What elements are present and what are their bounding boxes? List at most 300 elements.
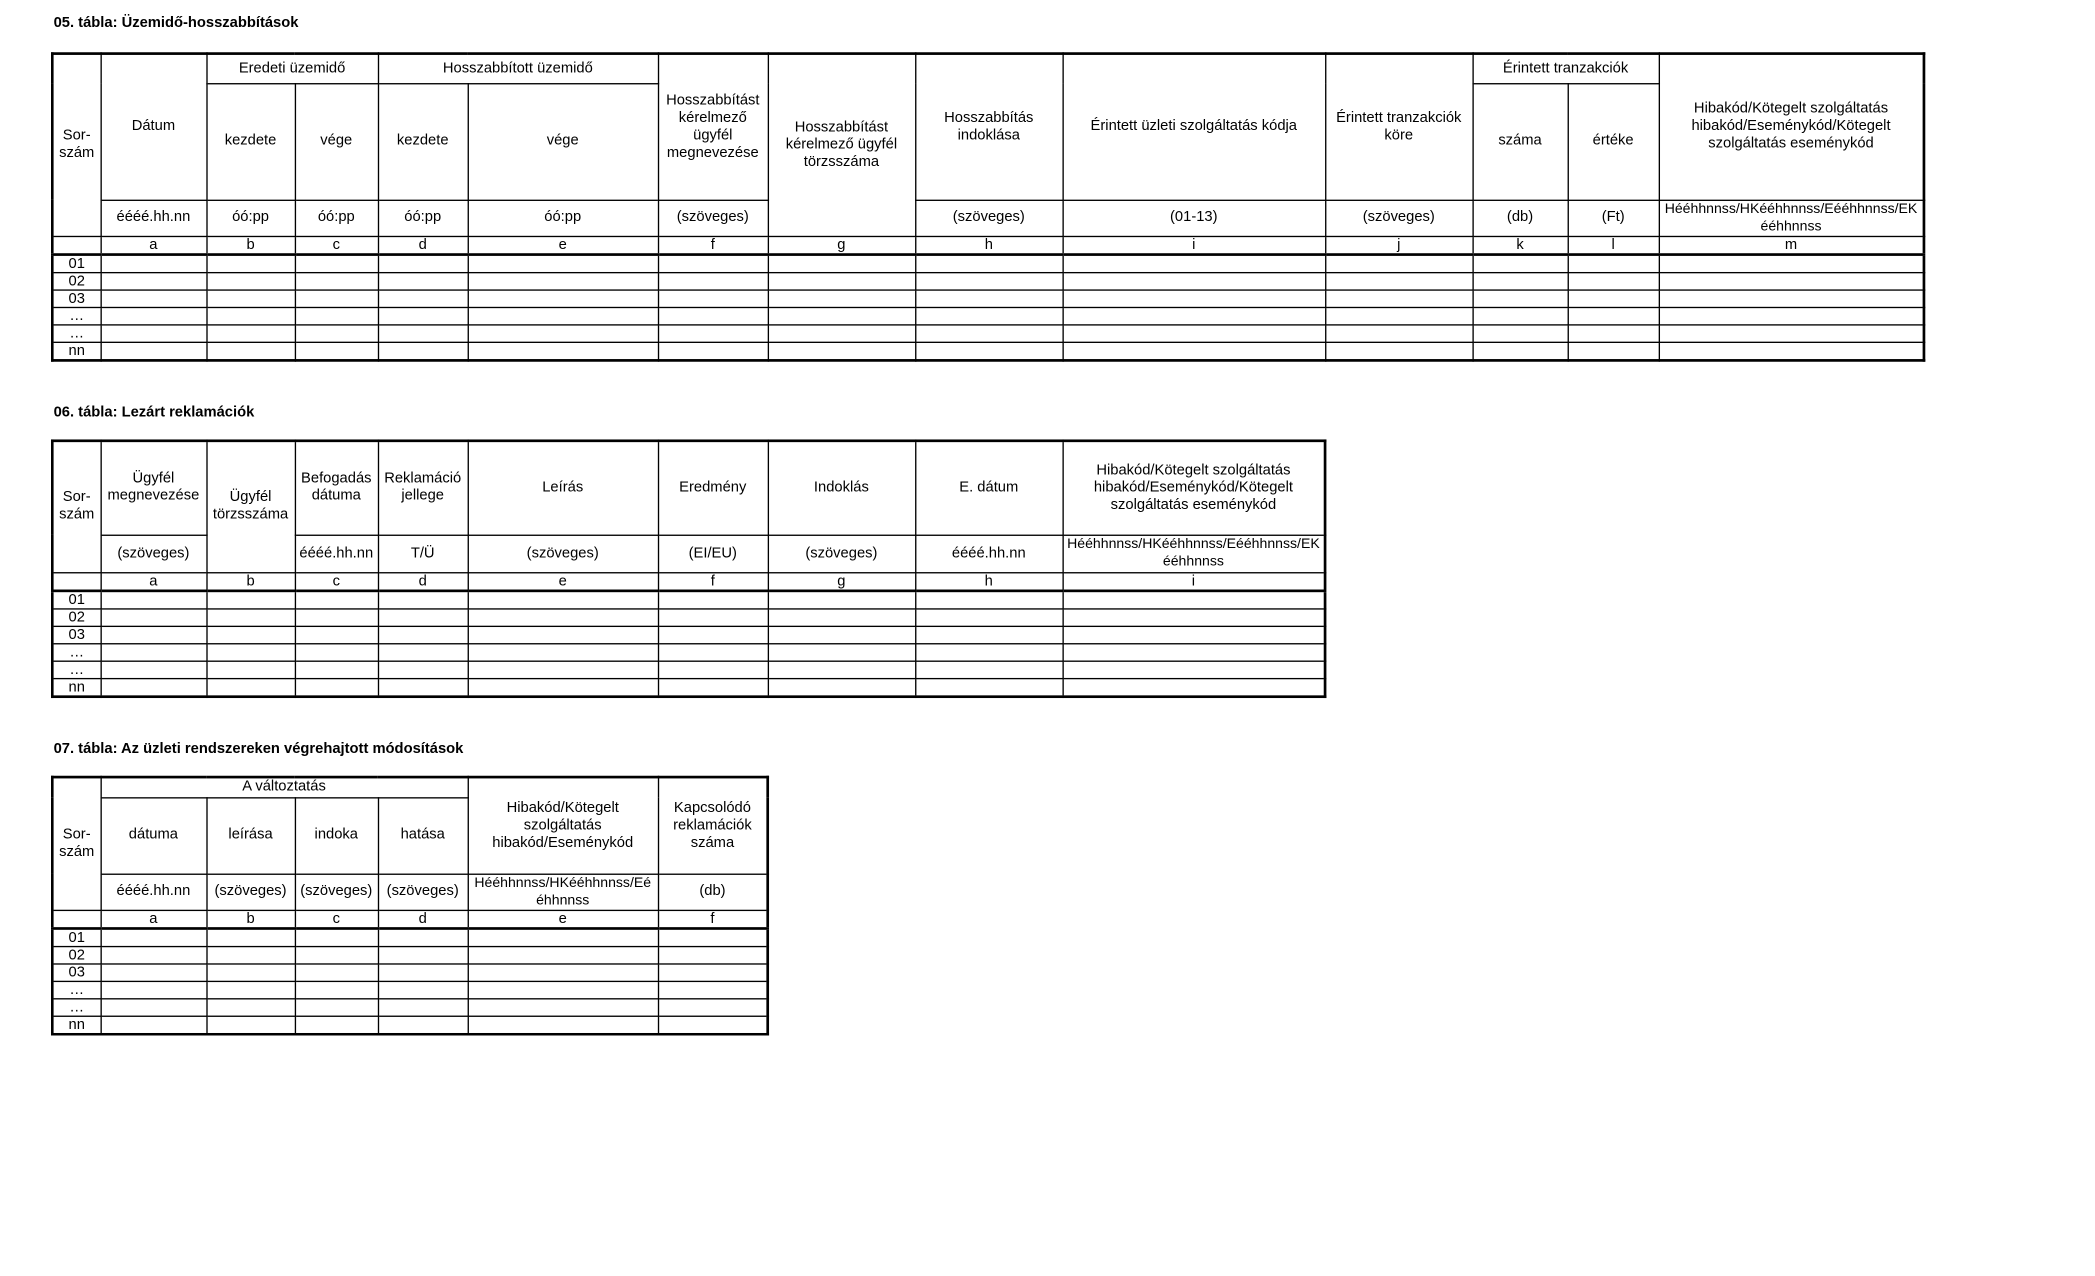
indoka-header: indoka (295, 797, 378, 873)
empty-cell[interactable] (378, 1016, 468, 1034)
empty-cell[interactable] (1659, 307, 1924, 324)
empty-cell[interactable] (295, 981, 378, 998)
letter-cell: e (468, 236, 658, 254)
table-row (52, 590, 1325, 608)
empty-cell[interactable] (1659, 254, 1924, 272)
empty-cell[interactable] (1062, 626, 1325, 643)
empty-cell[interactable] (378, 254, 468, 272)
empty-cell[interactable] (1472, 272, 1567, 289)
empty-cell[interactable] (1062, 590, 1325, 608)
empty-cell[interactable] (768, 626, 915, 643)
empty-cell[interactable] (295, 307, 378, 324)
table-row (52, 998, 767, 1015)
letter-cell: i (1062, 572, 1325, 590)
empty-cell[interactable] (1472, 307, 1567, 324)
unit-cell: Hééhhnnss/HKééhhnnss/Eééhhnnss/EKééhhnnss (1659, 200, 1924, 236)
empty-cell[interactable] (768, 590, 915, 608)
empty-cell[interactable] (1325, 272, 1472, 289)
hibakod-header: Hibakód/Kötegelt szolgáltatás hibakód/Eseménykód/Kötegelt szolgáltatás eseménykód (1659, 54, 1924, 200)
unit-cell: (szöveges) (468, 535, 658, 573)
table-row (52, 981, 767, 998)
ugyfel-megnevezese-header: Ügyfél megnevezése (100, 441, 206, 535)
empty-cell[interactable] (378, 963, 468, 980)
empty-cell[interactable] (295, 289, 378, 306)
row-number: … (52, 981, 100, 998)
empty-cell[interactable] (468, 998, 658, 1015)
letter-cell: b (206, 236, 294, 254)
sorszam-header: Sor- szám (52, 777, 100, 910)
unit-cell: (szöveges) (1325, 200, 1472, 236)
empty-cell[interactable] (915, 272, 1062, 289)
empty-cell[interactable] (295, 608, 378, 625)
unit-cell: éééé.hh.nn (100, 200, 206, 236)
column-letters-row (52, 572, 1325, 590)
empty-cell[interactable] (658, 963, 768, 980)
empty-cell[interactable] (378, 324, 468, 341)
tranzakciok-kore-header: Érintett tranzakciók köre (1325, 54, 1472, 200)
unit-cell: Hééhhnnss/HKééhhnnss/Eééhhnnss/EKééhhnnss (1062, 535, 1325, 573)
empty-cell[interactable] (295, 1016, 378, 1034)
table-row (52, 342, 1924, 360)
empty-cell[interactable] (206, 342, 294, 360)
empty-cell[interactable] (1659, 272, 1924, 289)
empty-cell[interactable] (1568, 289, 1659, 306)
eredeti-uzemido-header: Eredeti üzemidő (206, 54, 377, 83)
letter-cell (52, 236, 100, 254)
letter-cell: l (1568, 236, 1659, 254)
empty-cell[interactable] (100, 963, 206, 980)
empty-cell[interactable] (1325, 342, 1472, 360)
unit-cell: óó:pp (295, 200, 378, 236)
unit-cell: (01-13) (1062, 200, 1325, 236)
tranzakciok-erteke-header: értéke (1568, 83, 1659, 200)
indoklas-header: Indoklás (768, 441, 915, 535)
row-number: 01 (52, 254, 100, 272)
empty-cell[interactable] (295, 324, 378, 341)
row-number: 01 (52, 590, 100, 608)
empty-cell[interactable] (206, 626, 294, 643)
column-letters-row (52, 236, 1924, 254)
unit-cell: (szöveges) (378, 874, 468, 910)
letter-cell (52, 572, 100, 590)
empty-cell[interactable] (768, 307, 915, 324)
table-06-title: 06. tábla: Lezárt reklamációk (53, 404, 255, 421)
empty-cell[interactable] (768, 272, 915, 289)
empty-cell[interactable] (658, 981, 768, 998)
empty-cell[interactable] (295, 590, 378, 608)
empty-cell[interactable] (295, 661, 378, 678)
empty-cell[interactable] (768, 678, 915, 696)
row-number: 02 (52, 608, 100, 625)
empty-cell[interactable] (378, 342, 468, 360)
empty-cell[interactable] (658, 272, 768, 289)
sorszam-header: Sor- szám (52, 441, 100, 572)
table-row (52, 1016, 767, 1034)
empty-cell[interactable] (1568, 342, 1659, 360)
empty-cell[interactable] (206, 254, 294, 272)
tranzakciok-szama-header: száma (1472, 83, 1567, 200)
empty-cell[interactable] (100, 307, 206, 324)
hosszabbitott-vege-header: vége (468, 83, 658, 200)
table-row (52, 946, 767, 963)
empty-cell[interactable] (468, 626, 658, 643)
empty-cell[interactable] (1062, 307, 1325, 324)
empty-cell[interactable] (1472, 324, 1567, 341)
empty-cell[interactable] (768, 643, 915, 660)
row-number: … (52, 643, 100, 660)
empty-cell[interactable] (658, 661, 768, 678)
empty-cell[interactable] (100, 254, 206, 272)
empty-cell[interactable] (1472, 254, 1567, 272)
letter-cell: f (658, 910, 768, 928)
empty-cell[interactable] (206, 946, 294, 963)
empty-cell[interactable] (206, 289, 294, 306)
table-06-body (52, 590, 1325, 696)
row-number: 01 (52, 928, 100, 946)
table-05 (51, 52, 1925, 361)
table-row (52, 661, 1325, 678)
sorszam-header: Sor- szám (52, 54, 100, 236)
empty-cell[interactable] (915, 590, 1062, 608)
empty-cell[interactable] (295, 678, 378, 696)
empty-cell[interactable] (1325, 307, 1472, 324)
e-datum-header: E. dátum (915, 441, 1062, 535)
letter-cell: g (768, 572, 915, 590)
letter-cell: e (468, 910, 658, 928)
empty-cell[interactable] (206, 928, 294, 946)
unit-cell: Hééhhnnss/HKééhhnnss/Eééhhnnss (468, 874, 658, 910)
empty-cell[interactable] (468, 678, 658, 696)
hibakod-header: Hibakód/Kötegelt szolgáltatás hibakód/Eseménykód/Kötegelt szolgáltatás eseménykód (1062, 441, 1325, 535)
empty-cell[interactable] (206, 307, 294, 324)
empty-cell[interactable] (1659, 324, 1924, 341)
eredeti-vege-header: vége (295, 83, 378, 200)
empty-cell[interactable] (658, 928, 768, 946)
empty-cell[interactable] (206, 661, 294, 678)
empty-cell[interactable] (100, 643, 206, 660)
table-07-body (52, 928, 767, 1034)
empty-cell[interactable] (468, 342, 658, 360)
table-07 (51, 776, 769, 1035)
leirasa-header: leírása (206, 797, 294, 873)
empty-cell[interactable] (100, 608, 206, 625)
empty-cell[interactable] (658, 254, 768, 272)
row-number: nn (52, 1016, 100, 1034)
letter-cell: k (1472, 236, 1567, 254)
table-05-body (52, 254, 1924, 360)
unit-cell: (db) (1472, 200, 1567, 236)
unit-cell: éééé.hh.nn (915, 535, 1062, 573)
empty-cell[interactable] (206, 963, 294, 980)
empty-cell[interactable] (206, 981, 294, 998)
empty-cell[interactable] (468, 661, 658, 678)
table-row (52, 928, 767, 946)
empty-cell[interactable] (658, 1016, 768, 1034)
empty-cell[interactable] (295, 342, 378, 360)
empty-cell[interactable] (915, 661, 1062, 678)
table-row (52, 272, 1924, 289)
empty-cell[interactable] (1062, 643, 1325, 660)
unit-cell: T/Ü (378, 535, 468, 573)
unit-cell: (szöveges) (295, 874, 378, 910)
kapcsolodo-reklamaciok-header: Kapcsolódó reklamációk száma (658, 777, 768, 873)
empty-cell[interactable] (1325, 289, 1472, 306)
empty-cell[interactable] (1062, 324, 1325, 341)
empty-cell[interactable] (378, 981, 468, 998)
empty-cell[interactable] (295, 643, 378, 660)
empty-cell[interactable] (468, 643, 658, 660)
empty-cell[interactable] (100, 678, 206, 696)
empty-cell[interactable] (468, 1016, 658, 1034)
empty-cell[interactable] (658, 590, 768, 608)
empty-cell[interactable] (468, 272, 658, 289)
unit-cell: (EI/EU) (658, 535, 768, 573)
empty-cell[interactable] (658, 342, 768, 360)
letter-cell: d (378, 236, 468, 254)
empty-cell[interactable] (658, 307, 768, 324)
letter-cell: a (100, 236, 206, 254)
empty-cell[interactable] (768, 608, 915, 625)
empty-cell[interactable] (378, 661, 468, 678)
letter-cell (52, 910, 100, 928)
row-number: 03 (52, 626, 100, 643)
kerelmezo-torzsszama-header: Hosszabbítást kérelmező ügyfél törzsszáma (768, 54, 915, 236)
hosszabbitott-kezdete-header: kezdete (378, 83, 468, 200)
empty-cell[interactable] (468, 324, 658, 341)
row-number: nn (52, 342, 100, 360)
empty-cell[interactable] (658, 643, 768, 660)
empty-cell[interactable] (295, 998, 378, 1015)
unit-cell: (szöveges) (206, 874, 294, 910)
letter-cell: b (206, 910, 294, 928)
empty-cell[interactable] (1659, 289, 1924, 306)
empty-cell[interactable] (658, 946, 768, 963)
empty-cell[interactable] (915, 608, 1062, 625)
empty-cell[interactable] (915, 643, 1062, 660)
empty-cell[interactable] (295, 928, 378, 946)
eredeti-kezdete-header: kezdete (206, 83, 294, 200)
empty-cell[interactable] (915, 342, 1062, 360)
letter-cell: h (915, 572, 1062, 590)
empty-cell[interactable] (206, 324, 294, 341)
table-row (52, 254, 1924, 272)
empty-cell[interactable] (658, 626, 768, 643)
table-row (52, 289, 1924, 306)
empty-cell[interactable] (295, 626, 378, 643)
ugyfel-torzsszama-header: Ügyfél törzsszáma (206, 441, 294, 572)
empty-cell[interactable] (768, 254, 915, 272)
letter-cell: f (658, 572, 768, 590)
empty-cell[interactable] (468, 928, 658, 946)
empty-cell[interactable] (100, 661, 206, 678)
empty-cell[interactable] (378, 626, 468, 643)
empty-cell[interactable] (915, 254, 1062, 272)
letter-cell: d (378, 572, 468, 590)
empty-cell[interactable] (100, 946, 206, 963)
empty-cell[interactable] (1062, 342, 1325, 360)
befogadas-datuma-header: Befogadás dátuma (295, 441, 378, 535)
unit-cell: éééé.hh.nn (100, 874, 206, 910)
empty-cell[interactable] (378, 678, 468, 696)
unit-cell: (db) (658, 874, 768, 910)
row-number: … (52, 307, 100, 324)
empty-cell[interactable] (658, 608, 768, 625)
empty-cell[interactable] (100, 1016, 206, 1034)
row-number: … (52, 998, 100, 1015)
letter-cell: c (295, 910, 378, 928)
letter-cell: e (468, 572, 658, 590)
empty-cell[interactable] (1062, 608, 1325, 625)
unit-cell: (szöveges) (768, 535, 915, 573)
empty-cell[interactable] (768, 661, 915, 678)
empty-cell[interactable] (768, 342, 915, 360)
empty-cell[interactable] (100, 289, 206, 306)
empty-cell[interactable] (1568, 254, 1659, 272)
empty-cell[interactable] (658, 324, 768, 341)
table-07-title: 07. tábla: Az üzleti rendszereken végrehajtott módosítások (53, 740, 464, 757)
letter-cell: h (915, 236, 1062, 254)
empty-cell[interactable] (1472, 289, 1567, 306)
empty-cell[interactable] (378, 643, 468, 660)
letter-cell: a (100, 572, 206, 590)
empty-cell[interactable] (915, 678, 1062, 696)
empty-cell[interactable] (915, 307, 1062, 324)
empty-cell[interactable] (378, 307, 468, 324)
table-06 (51, 439, 1326, 697)
empty-cell[interactable] (206, 678, 294, 696)
letter-cell: i (1062, 236, 1325, 254)
empty-cell[interactable] (768, 324, 915, 341)
empty-cell[interactable] (1062, 289, 1325, 306)
datuma-header: dátuma (100, 797, 206, 873)
valtoztatas-header: A változtatás (100, 777, 467, 797)
column-letters-row (52, 910, 767, 928)
row-number: … (52, 661, 100, 678)
table-row (52, 307, 1924, 324)
hosszabbitott-uzemido-header: Hosszabbított üzemidő (378, 54, 658, 83)
empty-cell[interactable] (658, 289, 768, 306)
letter-cell: m (1659, 236, 1924, 254)
empty-cell[interactable] (378, 928, 468, 946)
empty-cell[interactable] (378, 289, 468, 306)
letter-cell: d (378, 910, 468, 928)
row-number: nn (52, 678, 100, 696)
empty-cell[interactable] (915, 289, 1062, 306)
empty-cell[interactable] (915, 626, 1062, 643)
empty-cell[interactable] (206, 272, 294, 289)
empty-cell[interactable] (658, 998, 768, 1015)
unit-cell: óó:pp (206, 200, 294, 236)
datum-header: Dátum (100, 54, 206, 200)
letter-cell: a (100, 910, 206, 928)
empty-cell[interactable] (468, 946, 658, 963)
empty-cell[interactable] (468, 590, 658, 608)
empty-cell[interactable] (1472, 342, 1567, 360)
empty-cell[interactable] (768, 289, 915, 306)
empty-cell[interactable] (468, 254, 658, 272)
reklamacio-jellege-header: Reklamáció jellege (378, 441, 468, 535)
empty-cell[interactable] (100, 981, 206, 998)
table-row (52, 678, 1325, 696)
empty-cell[interactable] (206, 1016, 294, 1034)
unit-cell: (szöveges) (658, 200, 768, 236)
unit-cell: óó:pp (378, 200, 468, 236)
eredmeny-header: Eredmény (658, 441, 768, 535)
empty-cell[interactable] (468, 307, 658, 324)
letter-cell: f (658, 236, 768, 254)
empty-cell[interactable] (100, 342, 206, 360)
empty-cell[interactable] (378, 608, 468, 625)
table-row (52, 643, 1325, 660)
letter-cell: c (295, 572, 378, 590)
szolgaltatas-kod-header: Érintett üzleti szolgáltatás kódja (1062, 54, 1325, 200)
letter-cell: c (295, 236, 378, 254)
empty-cell[interactable] (100, 998, 206, 1015)
empty-cell[interactable] (295, 963, 378, 980)
empty-cell[interactable] (658, 678, 768, 696)
empty-cell[interactable] (1568, 324, 1659, 341)
empty-cell[interactable] (468, 963, 658, 980)
empty-cell[interactable] (100, 324, 206, 341)
unit-cell: (Ft) (1568, 200, 1659, 236)
empty-cell[interactable] (378, 946, 468, 963)
empty-cell[interactable] (378, 998, 468, 1015)
row-number: 02 (52, 272, 100, 289)
empty-cell[interactable] (1062, 272, 1325, 289)
empty-cell[interactable] (295, 272, 378, 289)
table-row (52, 608, 1325, 625)
erintett-tranzakciok-header: Érintett tranzakciók (1472, 54, 1658, 83)
empty-cell[interactable] (1062, 254, 1325, 272)
empty-cell[interactable] (378, 272, 468, 289)
empty-cell[interactable] (468, 981, 658, 998)
empty-cell[interactable] (378, 590, 468, 608)
table-05-title: 05. tábla: Üzemidő-hosszabbítások (53, 14, 299, 31)
table-row (52, 626, 1325, 643)
kerelmezo-megnevezese-header: Hosszabbítást kérelmező ügyfél megnevezése (658, 54, 768, 200)
empty-cell[interactable] (100, 590, 206, 608)
indoklas-header: Hosszabbítás indoklása (915, 54, 1062, 200)
empty-cell[interactable] (100, 272, 206, 289)
leiras-header: Leírás (468, 441, 658, 535)
empty-cell[interactable] (468, 608, 658, 625)
empty-cell[interactable] (295, 946, 378, 963)
empty-cell[interactable] (1062, 661, 1325, 678)
empty-cell[interactable] (206, 643, 294, 660)
empty-cell[interactable] (1568, 307, 1659, 324)
empty-cell[interactable] (206, 590, 294, 608)
hatasa-header: hatása (378, 797, 468, 873)
empty-cell[interactable] (1325, 324, 1472, 341)
table-row (52, 963, 767, 980)
row-number: … (52, 324, 100, 341)
empty-cell[interactable] (1659, 342, 1924, 360)
empty-cell[interactable] (468, 289, 658, 306)
empty-cell[interactable] (100, 928, 206, 946)
empty-cell[interactable] (295, 254, 378, 272)
empty-cell[interactable] (100, 626, 206, 643)
empty-cell[interactable] (1568, 272, 1659, 289)
letter-cell: g (768, 236, 915, 254)
empty-cell[interactable] (915, 324, 1062, 341)
unit-cell: éééé.hh.nn (295, 535, 378, 573)
empty-cell[interactable] (206, 998, 294, 1015)
empty-cell[interactable] (1062, 678, 1325, 696)
unit-cell: (szöveges) (100, 535, 206, 573)
row-number: 03 (52, 963, 100, 980)
empty-cell[interactable] (1325, 254, 1472, 272)
empty-cell[interactable] (206, 608, 294, 625)
